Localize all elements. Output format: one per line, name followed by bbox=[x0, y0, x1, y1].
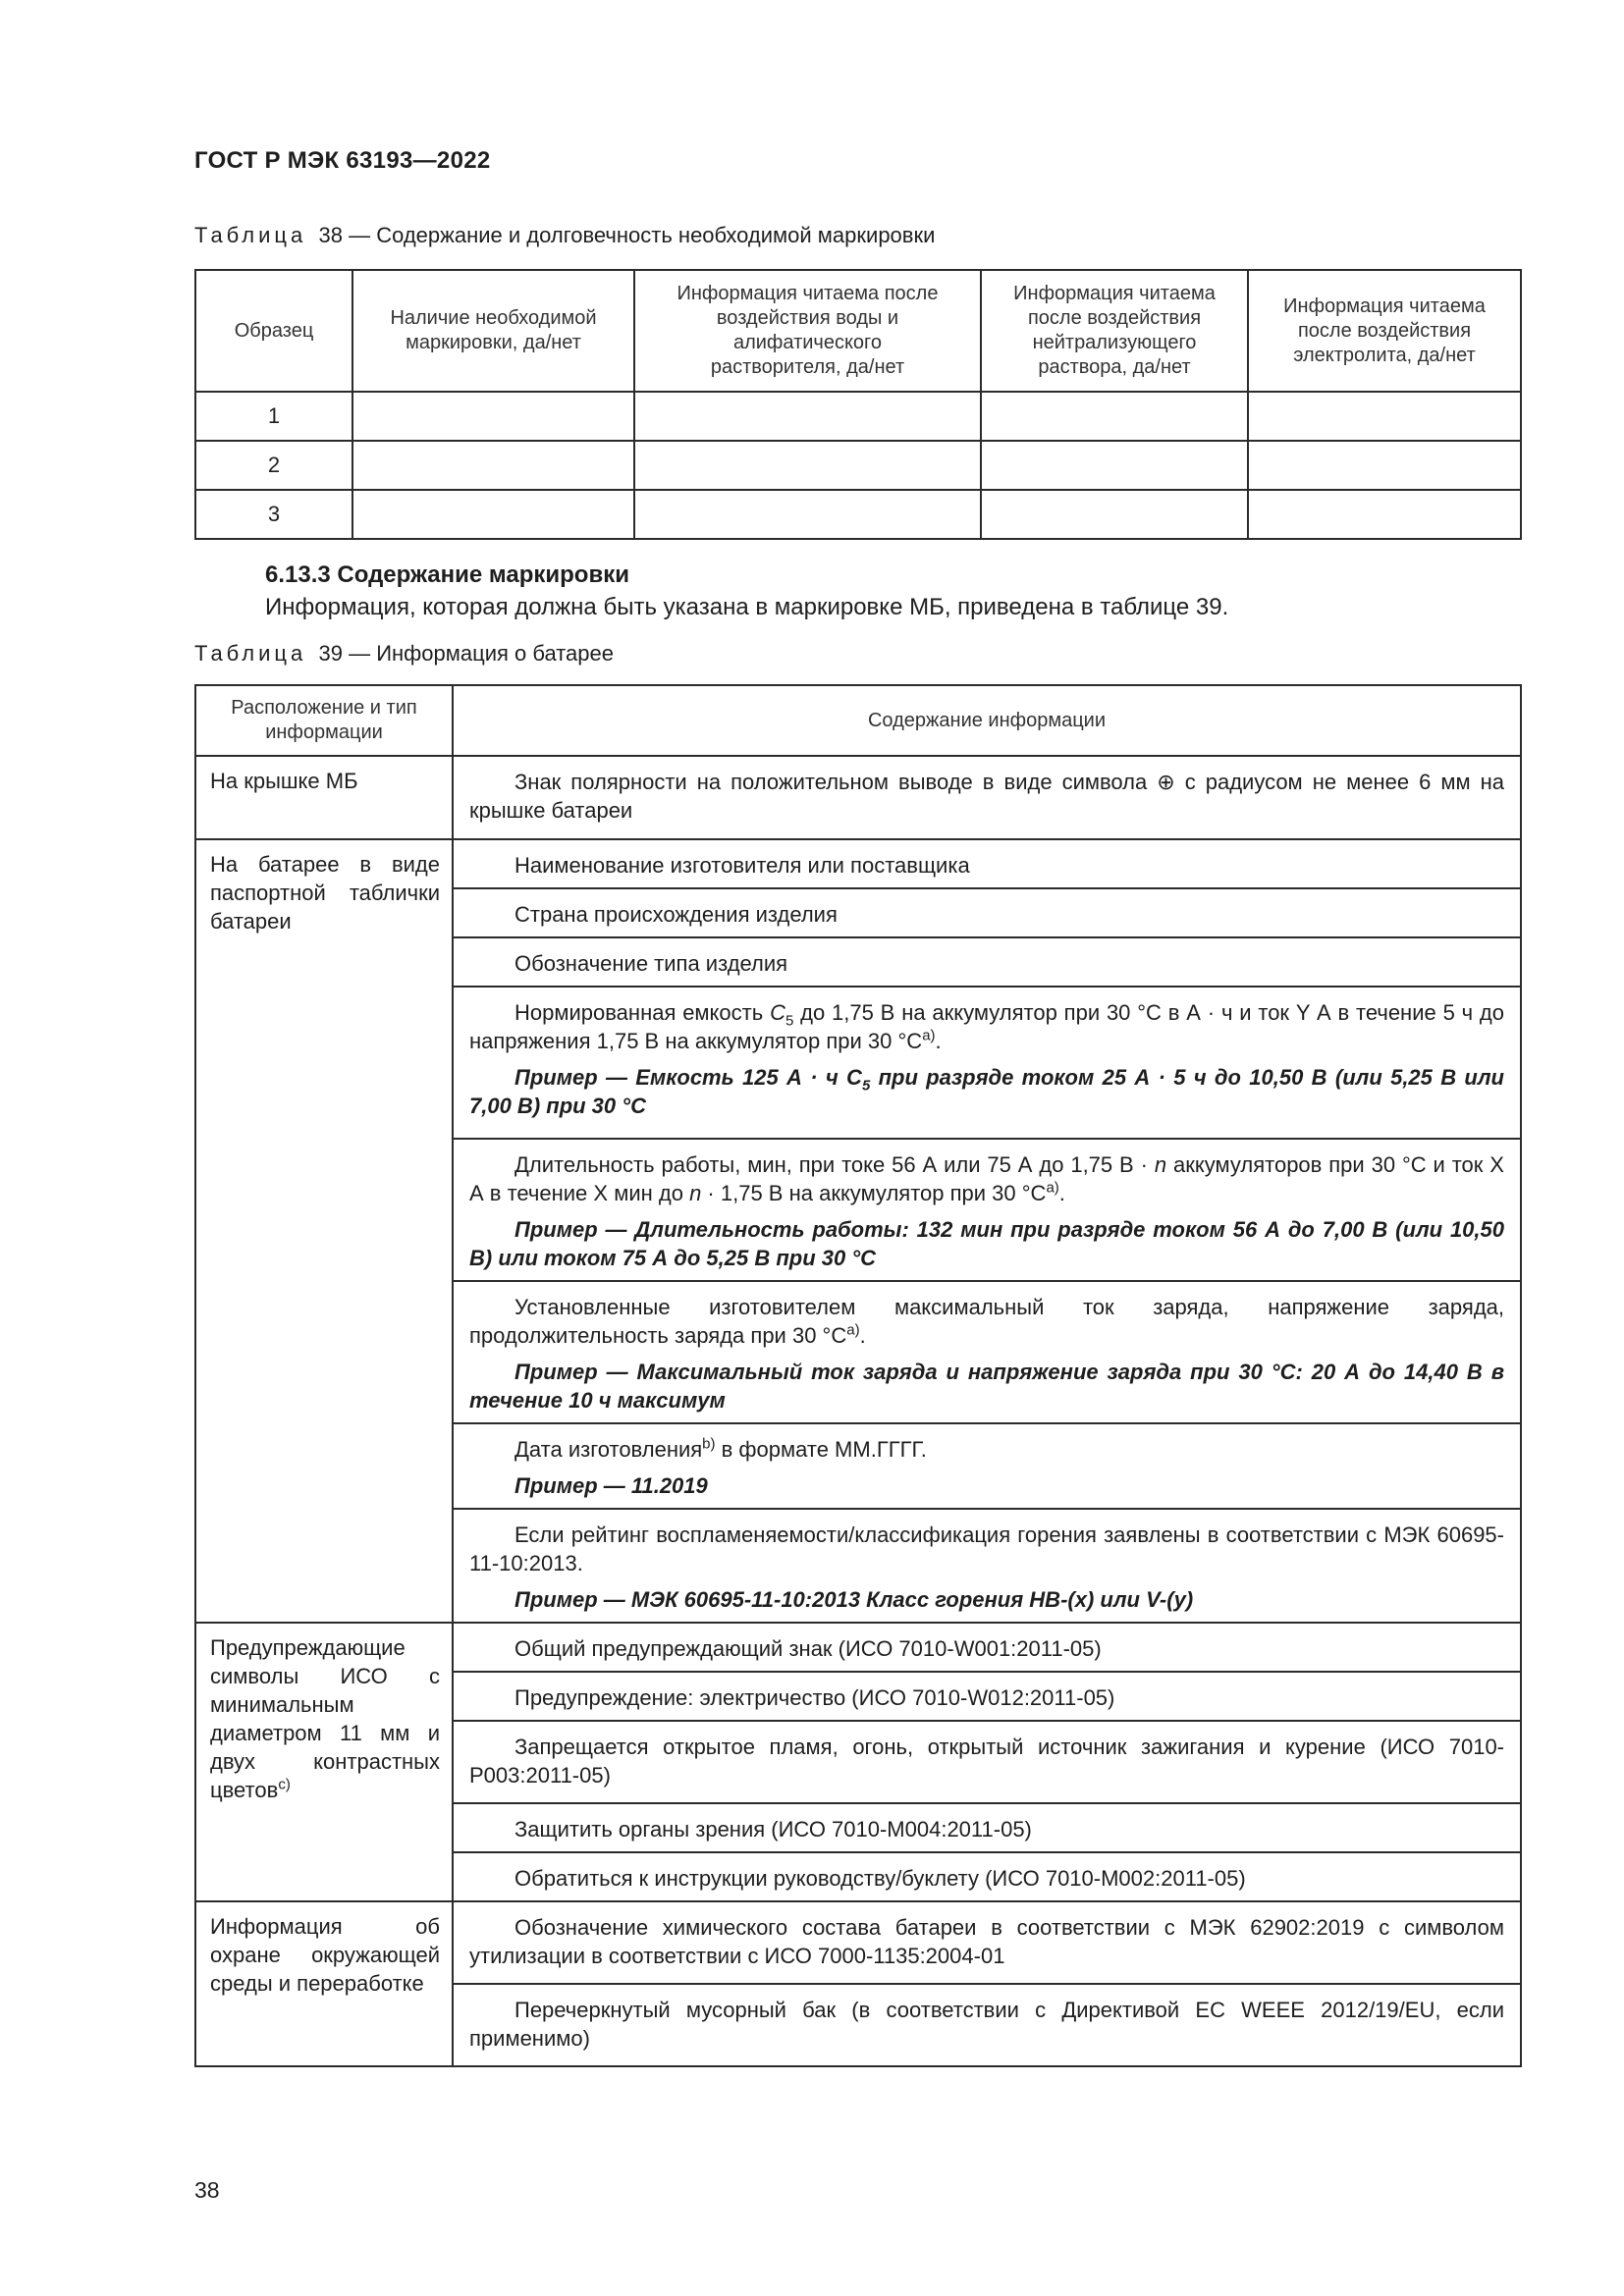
text-part: Дата изготовления bbox=[514, 1437, 703, 1462]
table-cell bbox=[634, 441, 981, 490]
item-text bbox=[469, 1293, 1504, 1350]
t39-group-warning-symbols bbox=[195, 1623, 453, 1901]
text-part: . bbox=[935, 1029, 942, 1053]
t39-item bbox=[453, 1721, 1521, 1803]
t38-header-after-water-solvent: Информация читаема после воздействия воды и алифатического растворителя, да/нет bbox=[634, 270, 981, 392]
t39-item bbox=[453, 1984, 1521, 2066]
item-text: Знак полярности на положительном выводе в виде символа ⊕ с радиусом не менее 6 мм на крышке батареи bbox=[469, 770, 1504, 823]
table-cell bbox=[1248, 441, 1521, 490]
table39-caption-label: Таблица bbox=[194, 641, 307, 666]
text-part: при разряде током 25 А · 5 ч до 10,50 В (или 5,25 В или 7,00 В) при 30 °С bbox=[469, 1065, 1504, 1118]
t39-item-date bbox=[453, 1423, 1521, 1509]
table38-caption-text: 38 — Содержание и долговечность необходимой маркировки bbox=[318, 223, 936, 247]
text-part: аккумуляторов при 30 °С и ток Х А в течение Х мин до bbox=[469, 1152, 1504, 1205]
table-cell bbox=[352, 490, 634, 539]
table-cell bbox=[981, 490, 1248, 539]
t39-item-capacity bbox=[453, 987, 1521, 1139]
page-number: 38 bbox=[194, 2177, 220, 2203]
table38-caption-label: Таблица bbox=[194, 223, 307, 247]
t38-header-sample: Образец bbox=[195, 270, 352, 392]
table-cell bbox=[1248, 392, 1521, 441]
text-part: Установленные изготовителем максимальный ток заряда, напряжение заряда, продолжительность заряда при 30 °С bbox=[469, 1295, 1504, 1348]
table-cell bbox=[981, 392, 1248, 441]
subscript: 5 bbox=[785, 1012, 794, 1030]
t39-item-charge bbox=[453, 1281, 1521, 1423]
t39-header-content: Содержание информации bbox=[453, 685, 1521, 756]
t38-sample-number: 3 bbox=[195, 490, 352, 539]
t39-item bbox=[453, 1672, 1521, 1721]
item-text bbox=[469, 1150, 1504, 1207]
t39-item bbox=[453, 756, 1521, 839]
item-text: Обозначение химического состава батареи в соответствии с МЭК 62902:2019 с символом утилизации в соответствии с ИСО 7000-1135:2004-01 bbox=[469, 1915, 1504, 1968]
t39-item bbox=[453, 1852, 1521, 1901]
item-text: Наименование изготовителя или поставщика bbox=[514, 853, 970, 878]
footnote-ref: b) bbox=[702, 1435, 716, 1453]
symbol-c: C bbox=[846, 1065, 862, 1090]
text-part: в формате ММ.ГГГГ. bbox=[715, 1437, 927, 1462]
t39-item-duration bbox=[453, 1139, 1521, 1281]
item-text: Страна происхождения изделия bbox=[514, 902, 838, 927]
symbol-n: n bbox=[1154, 1152, 1167, 1177]
example-text: Пример — Максимальный ток заряда и напряжение заряда при 30 °С: 20 А до 14,40 В в течение 10 ч максимум bbox=[469, 1360, 1504, 1413]
table39-caption-text: 39 — Информация о батарее bbox=[318, 641, 614, 666]
table-cell bbox=[981, 441, 1248, 490]
table-cell bbox=[1248, 490, 1521, 539]
t39-header-location: Расположение и тип информации bbox=[195, 685, 453, 756]
item-text: Обратиться к инструкции руководству/буклету (ИСО 7010-M002:2011-05) bbox=[514, 1866, 1246, 1891]
text-part: . bbox=[1058, 1181, 1065, 1205]
footnote-ref: a) bbox=[1046, 1179, 1059, 1197]
t38-header-marking-present: Наличие необходимой маркировки, да/нет bbox=[352, 270, 634, 392]
table-row bbox=[195, 392, 1521, 441]
item-text: Запрещается открытое пламя, огонь, открытый источник зажигания и курение (ИСО 7010-P003:2011-05) bbox=[469, 1735, 1504, 1788]
section-text: Информация, которая должна быть указана в маркировке МБ, приведена в таблице 39. bbox=[265, 594, 1229, 620]
table-39 bbox=[194, 684, 1522, 2067]
table-cell bbox=[634, 490, 981, 539]
table-row bbox=[195, 1623, 1521, 1672]
t39-item bbox=[453, 888, 1521, 937]
document-header-code: ГОСТ Р МЭК 63193—2022 bbox=[194, 147, 491, 174]
symbol-n: n bbox=[689, 1181, 702, 1205]
t38-sample-number: 1 bbox=[195, 392, 352, 441]
item-text bbox=[469, 998, 1504, 1055]
t39-item bbox=[453, 839, 1521, 888]
example-text: Пример — 11.2019 bbox=[514, 1473, 708, 1498]
t39-item bbox=[453, 1623, 1521, 1672]
table-row bbox=[195, 839, 1521, 888]
item-text: Защитить органы зрения (ИСО 7010-M004:2011-05) bbox=[514, 1817, 1032, 1842]
table39-caption bbox=[194, 641, 614, 667]
item-text: Перечеркнутый мусорный бак (в соответствии с Директивой ЕС WEEE 2012/19/EU, если применимо) bbox=[469, 1998, 1504, 2051]
t38-header-after-neutralizing: Информация читаема после воздействия нейтрализующего раствора, да/нет bbox=[981, 270, 1248, 392]
example-text: Пример — МЭК 60695-11-10:2013 Класс горения НВ-(х) или V-(у) bbox=[514, 1587, 1194, 1612]
text-part: Нормированная емкость bbox=[514, 1000, 764, 1025]
t38-sample-number: 2 bbox=[195, 441, 352, 490]
item-text bbox=[469, 1435, 1504, 1464]
subscript: 5 bbox=[861, 1077, 871, 1095]
section-title: 6.13.3 Содержание маркировки bbox=[265, 561, 629, 588]
item-text: Предупреждение: электричество (ИСО 7010-W012:2011-05) bbox=[514, 1685, 1115, 1710]
t39-item bbox=[453, 1901, 1521, 1984]
text-part: Длительность работы, мин, при токе 56 А или 75 А до 1,75 В · bbox=[514, 1152, 1148, 1177]
table-row bbox=[195, 756, 1521, 839]
table-cell bbox=[634, 392, 981, 441]
example-text bbox=[469, 1063, 1504, 1120]
t39-item bbox=[453, 1803, 1521, 1852]
group-label: Предупреждающие символы ИСО с минимальным диаметром 11 мм и двух контрастных цветов bbox=[210, 1635, 440, 1802]
table-row bbox=[195, 441, 1521, 490]
symbol-c: C bbox=[770, 1000, 785, 1025]
t39-group-lid: На крышке МБ bbox=[195, 756, 453, 839]
table-cell bbox=[352, 441, 634, 490]
text-part: · 1,75 В на аккумулятор при 30 °С bbox=[701, 1181, 1047, 1205]
text-part: Пример — Емкость 125 А · ч bbox=[514, 1065, 839, 1090]
table-38 bbox=[194, 269, 1522, 540]
text-part: . bbox=[859, 1323, 866, 1348]
footnote-ref: a) bbox=[846, 1321, 860, 1339]
table-row bbox=[195, 490, 1521, 539]
t39-item-flammability bbox=[453, 1509, 1521, 1623]
t39-item bbox=[453, 937, 1521, 987]
table-row bbox=[195, 1901, 1521, 1984]
t39-group-nameplate: На батарее в виде паспортной таблички батареи bbox=[195, 839, 453, 1623]
example-text: Пример — Длительность работы: 132 мин при разряде током 56 А до 7,00 В (или 10,50 В) или током 75 А до 5,25 В при 30 °С bbox=[469, 1217, 1504, 1270]
table38-caption bbox=[194, 223, 935, 248]
text-part: до 1,75 В на аккумулятор при 30 °С в А · ч и ток Y А в течение 5 ч до напряжения 1,75 В на аккумулятор при 30 °С bbox=[469, 1000, 1504, 1053]
item-text: Если рейтинг воспламеняемости/классификация горения заявлены в соответствии с МЭК 60695-11-10:2013. bbox=[469, 1522, 1504, 1575]
table-cell bbox=[352, 392, 634, 441]
footnote-ref: a) bbox=[922, 1027, 936, 1044]
t39-group-environment: Информация об охране окружающей среды и переработке bbox=[195, 1901, 453, 2066]
item-text: Общий предупреждающий знак (ИСО 7010-W001:2011-05) bbox=[514, 1636, 1102, 1661]
item-text: Обозначение типа изделия bbox=[514, 951, 788, 976]
footnote-ref: c) bbox=[278, 1776, 291, 1793]
t38-header-after-electrolyte: Информация читаема после воздействия электролита, да/нет bbox=[1248, 270, 1521, 392]
